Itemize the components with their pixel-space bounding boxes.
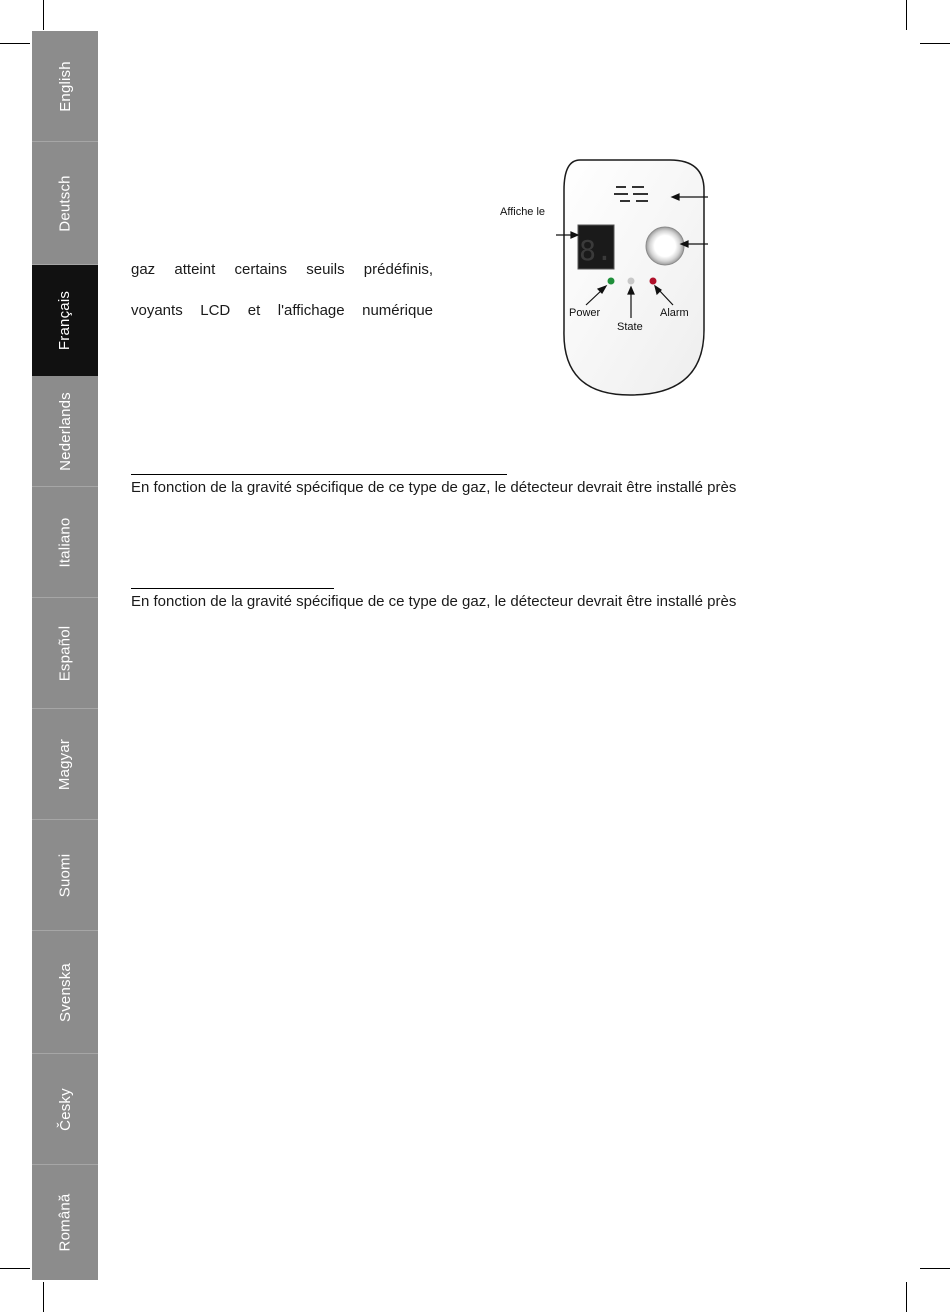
tab-espanol[interactable] (32, 598, 98, 709)
divider-rule (131, 588, 334, 589)
paragraph: En fonction de la gravité spécifique de ce type de gaz, le détecteur devrait être installé près (131, 593, 737, 610)
tab-label: Español (56, 625, 74, 681)
tab-label: English (56, 60, 74, 112)
crop-mark (920, 1268, 950, 1269)
tab-suomi[interactable] (32, 820, 98, 931)
tab-romana[interactable] (32, 1165, 98, 1280)
tab-magyar[interactable] (32, 709, 98, 820)
tab-label: Français (56, 290, 74, 350)
divider-rule (131, 474, 507, 475)
crop-mark (0, 1268, 30, 1269)
power-led-label: Power (569, 307, 601, 319)
crop-mark (906, 1282, 907, 1312)
tab-italiano[interactable] (32, 487, 98, 598)
tab-label: Deutsch (56, 174, 74, 232)
crop-mark (0, 43, 30, 44)
tab-cesky[interactable] (32, 1054, 98, 1165)
tab-label: Nederlands (56, 391, 74, 471)
crop-mark (43, 0, 44, 30)
crop-mark (43, 1282, 44, 1312)
crop-mark (920, 43, 950, 44)
state-led-label: State (617, 321, 643, 333)
tab-label: Suomi (56, 853, 74, 897)
display-callout-label: Affiche le (500, 206, 546, 218)
tab-label: Česky (56, 1087, 74, 1131)
gas-detector-illustration (480, 150, 720, 410)
display-digit: 8. (579, 234, 613, 267)
crop-mark (906, 0, 907, 30)
body-text-line: voyants LCD et l'affichage numérique (131, 302, 433, 319)
language-sidebar (32, 31, 98, 1280)
tab-svenska[interactable] (32, 931, 98, 1054)
tab-francais[interactable] (32, 265, 98, 376)
tab-label: Svenska (56, 962, 74, 1022)
tab-english[interactable] (32, 31, 98, 142)
body-text-line: gaz atteint certains seuils prédéfinis, (131, 261, 433, 278)
tab-deutsch[interactable] (32, 142, 98, 265)
gas-detector-figure (480, 150, 720, 410)
paragraph: En fonction de la gravité spécifique de ce type de gaz, le détecteur devrait être installé près (131, 479, 737, 496)
alarm-led-label: Alarm (660, 307, 689, 319)
tab-label: Română (56, 1193, 74, 1252)
tab-label: Italiano (56, 517, 74, 567)
tab-label: Magyar (56, 738, 74, 790)
tab-nederlands[interactable] (32, 376, 98, 487)
